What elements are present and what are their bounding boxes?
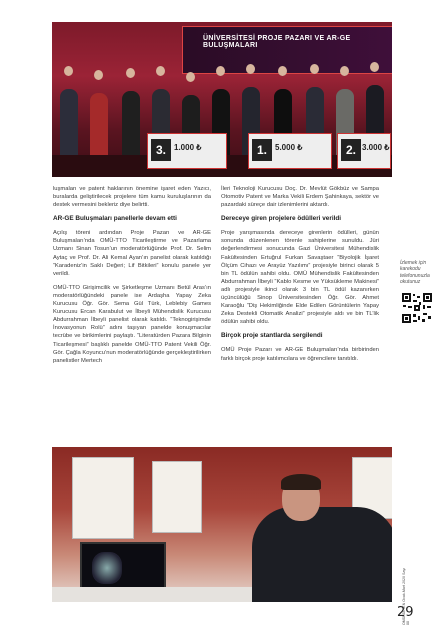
presenter [252,507,392,602]
check-rank: 3. [151,139,171,161]
paragraph: Proje yarışmasında dereceye girenlerin ödülleri, günün sonunda düzenlenen törenle sahiplerine sunuldu. Jüri değerlendirmesi sonucunda Gazi Üniversitesi Mühendislik Fakültesinden Ertuğrul Furkan Savaştaer “Biyolojik İşaret Ölçüm Cihazı ve Arayüz Yazılımı” projesiyle birinci olarak 5 bin TL ödülün sahibi oldu. OMÜ Mühendislik Fakültesinden Abdurrahman İlbeyli “Kablo Kesme ve Yüksükleme Makinesi” adlı projesiyle ikinci olarak 3 bin TL ödül kazanırken üçüncülüğü Sinop Üniversitesinden Öğr. Gör. Ahmet Karaoğlu “Diş Hekimliğinde Elde Edilen Görüntülerin Yapay Zeka Destekli Otomatik Analizi” projesiyle aldı ve bin TL’lik ödülün sahibi oldu. [221,230,379,326]
right-text-column [221,185,379,369]
check-amount: 3.000 ₺ [362,143,390,152]
paragraph: Açılış töreni ardından Proje Pazarı ve AR-GE Buluşmaları’nda OMÜ-TTO Ticarileştirme ve Pazarlama Uzmanı Sinan Tosun’un moderatörlüğünde Prof. Dr. Selim Aytaç ve Prof. Dr. Ali Kemal Ayan’ın panelist olarak katıldığı “Karadeniz’in Saklı Değeri; Lif Bitkileri” konulu panele yer verildi. [53,230,211,277]
person-head [370,62,379,72]
presenter-hair [281,474,321,490]
person-head [278,66,287,76]
check-rank: 2. [341,139,361,161]
qr-code-icon[interactable] [401,292,433,324]
paragraph: İleri Teknoloji Kurucusu Doç. Dr. Mevlüt Gökbüz ve Sampa Otomotiv Patent ve Marka Vekili Erdem Şahinkaya, sektör ve pazardaki süreçe dair izlenimlerini aktardı. [221,186,379,209]
section-heading: Birçok proje stantlarda sergilendi [221,332,323,340]
paragraph: OMÜ-TTO Girişimcilik ve Şirketleşme Uzmanı Betül Aras’ın moderatörlüğündeki panele ise Ardaşha Yapay Zeka Kurucusu Öğr. Gör. Sema Gül Türk, Leblebiy Games Kurucusu Ercan Karabulut ve İlbeyli Mühendislik Kurucusu Abdurrahman İlbeyli panelist olarak katıldı. “Teknogirişimde İnovasyonun Rolü” adını taşıyan panelde konuşmacılar tecrübe ve birikimlerini paylaştı. “Literatürden Pazara Bilginin Ticarileşmesi” başlıklı panelde OMÜ-TTO Patent Vekili Öğr. Gör. Çağla Koyuncu’nun moderatörlüğünde gerçekleştirilirken panelistler Mertech [53,284,211,364]
left-text-column [53,185,211,371]
check-amount: 5.000 ₺ [275,143,303,152]
person-head [186,72,195,82]
person-head [64,66,73,76]
person [60,89,78,159]
person-head [340,66,349,76]
prize-check [248,133,332,169]
check-amount: 1.000 ₺ [174,143,202,152]
person [90,93,108,159]
person-head [310,64,319,74]
page-number: 29 [397,605,414,620]
project-poster [152,461,202,533]
person [122,91,140,159]
top-photo [52,22,392,177]
paragraph: OMÜ Proje Pazarı ve AR-GE Buluşmaları’nda birbirinden farklı birçok proje katılımcılara ve öğrencilere tanıtıldı. [221,347,379,362]
section-heading: Dereceye giren projelere ödülleri verildi [221,215,342,223]
bottom-photo [52,447,392,602]
person-head [216,66,225,76]
project-poster [72,457,134,539]
person-head [246,64,255,74]
qr-instruction: İzlemek için karekodu telefonunuzla okutunuz [400,260,430,286]
paragraph: luşmaları ve patent haklarının önemine işaret eden Yazıcı, buralarda geliştirilecek projelere tüm kamu kuruluşlarının da destek vermesini bekleriz diye belirtti. [53,186,211,209]
issue-credit: OMÜBÜLTEN Ocak-Mart 2020 Sayı 88 [402,567,411,625]
person-head [156,66,165,76]
event-banner [182,26,392,74]
prize-check [337,133,391,169]
check-rank: 1. [252,139,272,161]
person-head [126,68,135,78]
prize-check [147,133,227,169]
banner-text: ÜNİVERSİTESİ PROJE PAZARI VE AR-GE BULUŞMALARI [203,35,351,49]
scan-image [92,552,122,584]
person-head [94,70,103,80]
section-heading: AR-GE Buluşmaları panellerle devam etti [53,215,177,223]
